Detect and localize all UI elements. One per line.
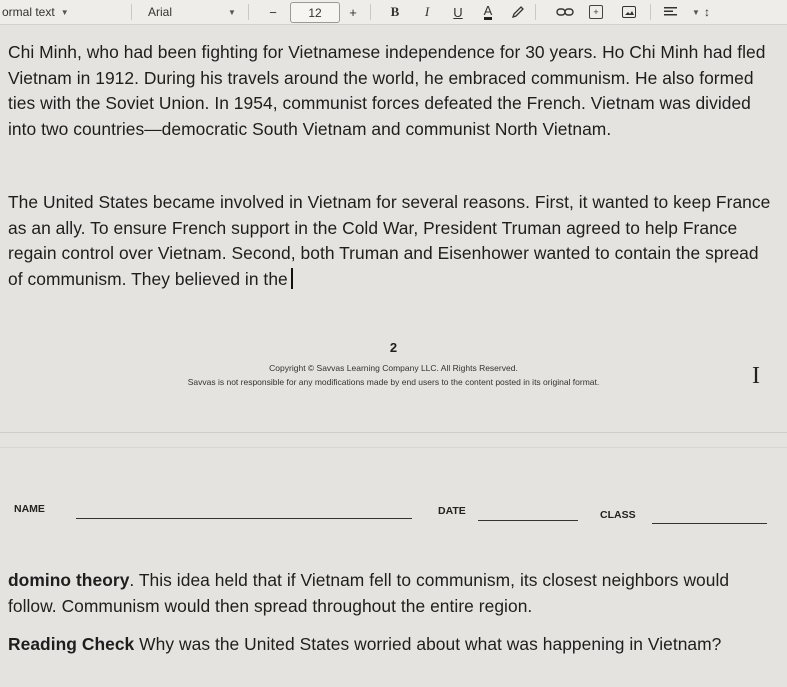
disclaimer-notice: Savvas is not responsible for any modifications made by end users to the content posted in its original format. — [187, 377, 600, 387]
align-left-icon — [664, 6, 678, 18]
line-spacing-button[interactable] — [696, 0, 718, 24]
paragraph-us-involvement — [8, 190, 778, 292]
paragraph-domino-theory — [8, 568, 778, 619]
reading-check — [8, 632, 778, 658]
paragraph-style-label: ormal text — [2, 5, 55, 19]
toolbar-divider — [248, 4, 249, 20]
page-number: 2 — [389, 340, 398, 355]
highlight-color-button[interactable] — [507, 0, 529, 24]
key-term: domino theory — [8, 570, 130, 590]
reading-check-question: Why was the United States worried about what was happening in Vietnam? — [134, 634, 722, 654]
text-cursor — [291, 268, 293, 289]
pencil-icon — [511, 5, 525, 19]
toolbar-divider — [650, 4, 651, 20]
increase-font-size-button[interactable]: + — [349, 4, 357, 20]
line-spacing-icon: ↕ — [704, 5, 710, 19]
paragraph-text: The United States became involved in Vietnam for several reasons. First, it wanted to keep France as an ally. To ensure French support in the Cold War, President Truman agreed to help France regain control over Vietnam. Second, both Truman and Eisenhower wanted to contain the spread of communism. They believed in the — [8, 192, 771, 289]
insert-image-button[interactable] — [618, 0, 640, 24]
add-comment-icon: + — [589, 5, 603, 19]
decrease-font-size-button[interactable]: − — [269, 4, 277, 20]
italic-button[interactable]: I — [424, 4, 430, 19]
font-size-input[interactable]: 12 — [290, 2, 340, 23]
date-label: DATE — [438, 505, 466, 517]
font-family-dropdown[interactable] — [148, 0, 236, 24]
paragraph-ho-chi-minh: Chi Minh, who had been fighting for Vietnamese independence for 30 years. Ho Chi Minh had fled Vietnam in 1912. During his travels around the world, he embraced communism. He also formed ties with the Soviet Union. In 1954, communist forces defeated the French. Vietnam was divided into two countries—democratic South Vietnam and communist North Vietnam. — [8, 42, 766, 139]
class-field-line[interactable] — [652, 523, 767, 524]
formatting-toolbar — [0, 0, 787, 25]
toolbar-divider — [370, 4, 371, 20]
chevron-down-icon: ▼ — [60, 7, 69, 17]
underline-button[interactable]: U — [453, 4, 463, 20]
toolbar-divider — [131, 4, 132, 20]
insert-comment-button[interactable] — [585, 0, 607, 24]
text-color-label: A — [483, 2, 493, 18]
toolbar-divider — [535, 4, 536, 20]
date-field-line[interactable] — [478, 520, 578, 521]
font-family-label: Arial — [148, 5, 173, 19]
copyright-notice: Copyright © Savvas Learning Company LLC. All Rights Reserved. — [269, 363, 518, 373]
bold-button[interactable]: B — [390, 4, 400, 19]
insert-link-button[interactable] — [554, 0, 576, 24]
class-label: CLASS — [600, 509, 636, 521]
page-break-line — [0, 447, 787, 448]
page-break-line — [0, 432, 787, 433]
paragraph-style-dropdown[interactable] — [2, 0, 69, 24]
chevron-down-icon: ▼ — [228, 7, 236, 17]
chevron-down-icon[interactable]: ▼ — [692, 8, 700, 17]
text-color-button[interactable] — [477, 0, 499, 24]
paragraph-text: . This idea held that if Vietnam fell to communism, its closest neighbors would follow. Communism would then spread throughout the entire region. — [8, 570, 730, 616]
link-icon — [556, 7, 574, 17]
align-button[interactable] — [660, 0, 682, 24]
mouse-ibeam-cursor: I — [752, 363, 760, 389]
name-label: NAME — [14, 503, 45, 515]
reading-check-label: Reading Check — [8, 634, 135, 654]
image-icon — [622, 6, 636, 18]
name-field-line[interactable] — [76, 518, 412, 519]
